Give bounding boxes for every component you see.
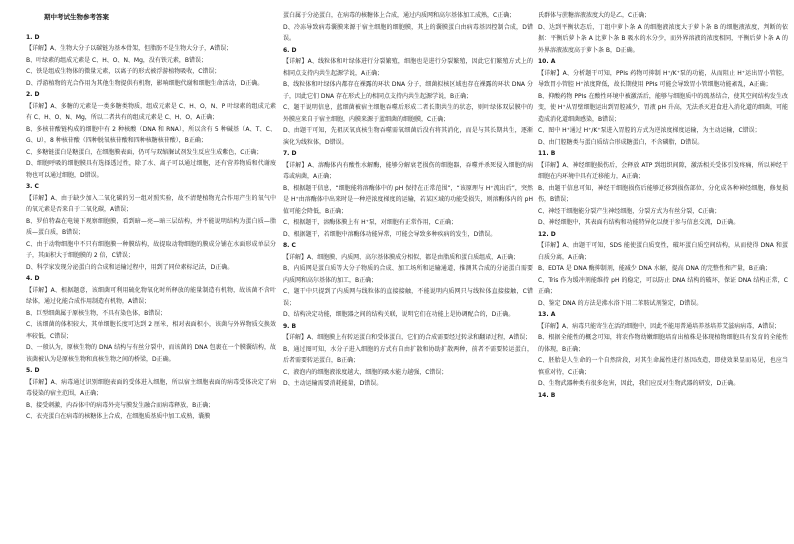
answer-paragraph: 氏群体与蔗糖溶液浓度大的是乙，C正确； bbox=[538, 12, 651, 19]
answer-paragraph: C、神经干细胞能分裂产生神经细胞，分裂方式为有丝分裂，C正确； bbox=[538, 207, 721, 215]
question-number: 3. C bbox=[26, 183, 39, 190]
answer-paragraph: 【详解】A、细胞膜、内质网、高尔基体膜成分相似，都是由脂质和蛋白质组成，A正确； bbox=[283, 253, 520, 261]
answer-paragraph: B、由题干信息可知，神经干细胞损伤后能够迁移到损伤部位，分化成各种神经细胞，修复损伤，B错误； bbox=[538, 184, 788, 203]
answer-paragraph: D、一般认为，原核生物的 DNA 结构与有丝分裂中，而该菌的 DNA 包裹在一个膜囊结构，故该菌被认为是原核生物和真核生物之间的桥梁，D正确。 bbox=[26, 344, 276, 363]
answer-paragraph: D、达到平衡状态后，丁组中萝卜条 A 的细胞液浓度大于萝卜条 B 的细胞液浓度，判断的依据：平衡后萝卜条 A 比萝卜条 B 吸水的水分少，而外界溶液的浓度相同，平衡后萝卜条 A 的外界溶液浓度高于萝卜条 B，D正确。 bbox=[538, 23, 788, 54]
question-number: 7. D bbox=[283, 150, 297, 157]
answer-paragraph: C、题干说明信息，蓝细菌被宿主细胞吞噬后形成二者长期共生的状态，则叶绿体双层膜中的外膜应来自于宿主细胞，内膜来源于蓝细菌的细胞膜，C正确； bbox=[283, 104, 533, 123]
answer-paragraph: D、结构决定功能，细胞器之间的结构关联，说明它们在功能上是协调配合的，D正确。 bbox=[283, 311, 515, 318]
answer-paragraph: 【详解】A、溶酶体内有酸性水解酶，能够分解衰老损伤的细胞器，吞噬并杀死侵入细胞的病毒或病菌，A正确； bbox=[283, 161, 533, 180]
text-column-right bbox=[538, 10, 788, 401]
question-number: 4. D bbox=[26, 275, 40, 282]
answer-paragraph: 【详解】A、病毒通过识别细胞表面的受体进入细胞，所以宿主细胞表面的病毒受体决定了病毒侵染的宿主范围，A正确； bbox=[26, 378, 276, 397]
answer-paragraph: D、由题干可知，先祖厌氧真核生物吞噬需氧细菌后没有将其消化，而是与其长期共生，逐渐演化为线粒体，D错误。 bbox=[283, 127, 533, 146]
answer-paragraph: 【详解】A、神经细胞损伤后，会释放 ATP 到组织间隙，激活相关受体引发疼痛，所以神经干细胞在内环境中具有迁移能力，A正确； bbox=[538, 161, 788, 180]
text-column-left bbox=[26, 10, 276, 423]
question-number: 1. D bbox=[26, 33, 40, 41]
answer-paragraph: B、根据全能性的概念可知，将农作物幼嫩细胞培育出植株是体现植物细胞具有发育的全能性的体现，B正确； bbox=[538, 334, 788, 353]
answer-paragraph: D、冷冻导致病毒囊膜来源于宿主细胞的细胞膜，其上的囊膜蛋白由病毒基因控制合成，D错误。 bbox=[283, 23, 533, 42]
answer-paragraph: C、题干中只提到了内质网与线粒体的直接接触，不能说明内质网只与线粒体直接接触，C错误； bbox=[283, 288, 533, 307]
answer-paragraph: B、EDTA 是 DNA 酶抑制剂，能减少 DNA 水解，提高 DNA 的完整性和产量，B正确； bbox=[538, 265, 771, 272]
question-number: 2. D bbox=[26, 91, 40, 98]
answer-paragraph: D、细胞呼吸的细胞膜具有选择透过性，除了水、离子可以通过细胞，还有营养物质和代谢废物也可以通过细胞，D错误。 bbox=[26, 160, 276, 179]
answer-paragraph: D、鉴定 DNA 的方法是沸水浴下用二苯胺试剂鉴定，D错误。 bbox=[538, 299, 703, 307]
answer-paragraph: D、根据题干，若细胞中溶酶体功能异常，可能会导致多种疾病的发生，D错误。 bbox=[283, 230, 497, 238]
document-title: 期中考试生物参考答案 bbox=[44, 13, 109, 21]
answer-paragraph: 【详解】A、分析题干可知，PPIs 药物可抑制 H⁺/K⁺泵的功能，从而阻止 H⁺运出胃小管腔，导致胃小管腔 H⁺浓度降低，故长期使用 PPIs 可能会导致胃小管细胞功能紊乱，A正确； bbox=[538, 69, 788, 88]
question-number: 12. D bbox=[538, 230, 556, 238]
answer-paragraph: 【详解】A、多糖的元素是一类多糖类物质，组成元素是 C、H、O，N、P 叶绿素的组成元素有 C、H、O、N、Mg，所以二者共有的组成元素是 C、H、O，A正确； bbox=[26, 102, 276, 121]
answer-paragraph: B、多核苷酸链构成的细胞中有 2 种核酸（DNA 和 RNA），所以含有 5 种碱基（A、T、C、G、U），8 种核苷酸（四种脱氧核苷酸和四种核糖核苷酸），B正确； bbox=[26, 125, 276, 144]
answer-paragraph: B、叶绿素的组成元素是 C、H、O、N、Mg，没有铁元素，B错误； bbox=[26, 56, 208, 64]
answer-paragraph: B、接受刺激，内吞体中的病毒外壳与膜发生融合而病毒释放，B正确； bbox=[26, 401, 215, 409]
answer-paragraph: 【详解】A、由题干可知，SDS 能使蛋白质变性，破坏蛋白质空间结构，从而使得 DNA 和蛋白质分离，A正确； bbox=[538, 242, 788, 261]
answer-paragraph: 【详解】A、线粒体和叶绿体进行分裂繁殖，细胞也是进行分裂繁殖，因此它们繁殖方式上的相同点支持内共生起源学说，A正确； bbox=[283, 58, 533, 77]
answer-paragraph: C、该细菌的体积较大，其单细胞长度可达到 2 厘米，相对表面积小，该菌与外界物质交换效率较低，C错误； bbox=[26, 321, 276, 340]
answer-paragraph: B、抑酸药物 PPIs 在酸性环境中被激活后，能够与细胞质中的巯基结合，使其空间结构发生改变，使 H⁺从胃壁细胞运出到胃腔减少，胃液 pH 升高，无法杀灭进食进入消化道的细菌，可能造成消化道细菌感染，B错误； bbox=[538, 92, 788, 123]
answer-paragraph: 蛋白属于分泌蛋白，在病毒的核糖体上合成，通过内质网和高尔基体加工成熟，C正确； bbox=[283, 12, 516, 19]
answer-paragraph: B、内质网是蛋白质等大分子物质的合成、加工场所和运输通道，推测其合成的分泌蛋白需要内质网和高尔基体的加工，B正确； bbox=[283, 265, 533, 284]
answer-paragraph: D、由门腔糖类与蛋白质结合形成糖蛋白，不含磷脂，D错误。 bbox=[538, 138, 704, 146]
answer-paragraph: C、铁是组成生物体的微量元素，以离子的形式被浮游植物吸收，C错误； bbox=[26, 68, 221, 75]
answer-paragraph: 【详解】A、细胞膜上有转运蛋白和受体蛋白，它们的合成需要经过转录和翻译过程，A错误； bbox=[283, 334, 532, 341]
question-number: 11. B bbox=[538, 150, 556, 157]
answer-paragraph: 【详解】A、病毒只能寄生在活的细胞中，因此不能用普通培养基培养艾滋病病毒，A错误； bbox=[538, 322, 781, 330]
answer-paragraph: C、多糖链蛋白是糖蛋白，在细胞膜表面，仍可与双缩脲试剂发生反应生成紫色，C正确； bbox=[26, 148, 263, 156]
answer-paragraph: 【详解】A、由于缺少加入二氧化碳的另一组对照实验，故不清楚植物光合作用产生的氧气中的氧元素是否来自于二氧化碳，A错误； bbox=[26, 194, 276, 213]
answer-paragraph: B、线粒体和叶绿体内都存在裸露的环状 DNA 分子，细菌拟核区域也存在裸露的环状 DNA 分子，因此它们 DNA 存在形式上的相同点支持内共生起源学说，B正确； bbox=[283, 81, 533, 100]
answer-paragraph: 【详解】A、生物大分子以碳链为基本骨架，但脂肪不是生物大分子，A错误； bbox=[26, 45, 233, 52]
answer-paragraph: C、根据题干，溶酶体膜上有 H⁺泵，对细胞有正常作用，C正确； bbox=[283, 219, 457, 226]
answer-paragraph: C、衣壳蛋白在病毒的核糖体上合成，在细胞质基质中加工成熟，囊膜 bbox=[26, 413, 211, 420]
text-column-middle bbox=[283, 10, 533, 390]
answer-paragraph: B、通过图可知，水分子进入细胞的方式有自由扩散和协助扩散两种，前者不需要转运蛋白，后者需要转运蛋白，B正确； bbox=[283, 345, 533, 364]
question-number: 6. D bbox=[283, 46, 297, 54]
answer-paragraph: C、胚胎是人生命的一个自然阶段，对其生命属性进行基因改造，即使效果显而易见，也应当慎重对待，C正确； bbox=[538, 357, 788, 376]
question-number: 13. A bbox=[538, 311, 556, 318]
answer-paragraph: C、图中 H⁺通过 H⁺/K⁺泵进入胃腔的方式为逆浓度梯度运输，为主动运输，C错误； bbox=[538, 127, 761, 134]
answer-paragraph: B、巨型细菌属于原核生物，不具有染色体，B错误； bbox=[26, 309, 167, 317]
answer-paragraph: D、科学家发现分泌蛋白的合成和运输过程中，用到了同位素标记法，D正确。 bbox=[26, 263, 234, 271]
answer-paragraph: C、由于动物细胞中不只有细胞膜一种膜结构，故提取动物细胞的膜成分铺在水面形成单层分子，其面积大于细胞膜的 2 倍，C错误； bbox=[26, 240, 276, 259]
answer-paragraph: D、浮游植物的光合作用为其他生物提供有机物，影响细胞代谢和细胞生命活动，D正确。 bbox=[26, 79, 264, 87]
question-number: 5. D bbox=[26, 367, 40, 374]
question-number: 9. B bbox=[283, 322, 297, 330]
answer-paragraph: B、罗伯特森在电镜下观察细胞膜，看到暗—亮—暗三层结构，并不能说明结构为蛋白质—脂质—蛋白质，B错误； bbox=[26, 217, 276, 236]
answer-paragraph: D、神经细胞中，其表面有结构和功能特异化以便于参与信息交流，D正确。 bbox=[538, 219, 740, 226]
answer-paragraph: D、主动运输需要消耗能量，D错误。 bbox=[283, 380, 383, 387]
answer-paragraph: B、根据题干信息，“细胞能将溶酶体中的 pH 保持在正常范围”，“该原理与 H⁺流出后”，突然是 H⁺由溶酶体中出来时是一种逆浓度梯度的运输，若某区域的功能受损失，则溶酶体内的 pH 值可能会降低，B正确； bbox=[283, 184, 533, 215]
answer-paragraph: C、Tris 作为缓冲剂能维持 pH 的稳定，可以防止 DNA 结构的破坏，保证 DNA 结构正常，C正确； bbox=[538, 276, 788, 295]
answer-paragraph: 【详解】A、根据题意，该细菌可利用硫化物氧化时所释放的能量制造有机物，故该菌不含叶绿体，通过化能合成作用制造有机物，A错误； bbox=[26, 286, 276, 305]
question-number: 10. A bbox=[538, 58, 556, 65]
question-number: 8. C bbox=[283, 242, 296, 249]
question-number: 14. B bbox=[538, 391, 556, 399]
answer-paragraph: D、生物武器种类有很多危害，因此，我们应反对生物武器的研发，D正确。 bbox=[538, 380, 740, 387]
answer-paragraph: C、液泡内的细胞液浓度越大，细胞的吸水能力越强，C错误； bbox=[283, 368, 448, 376]
